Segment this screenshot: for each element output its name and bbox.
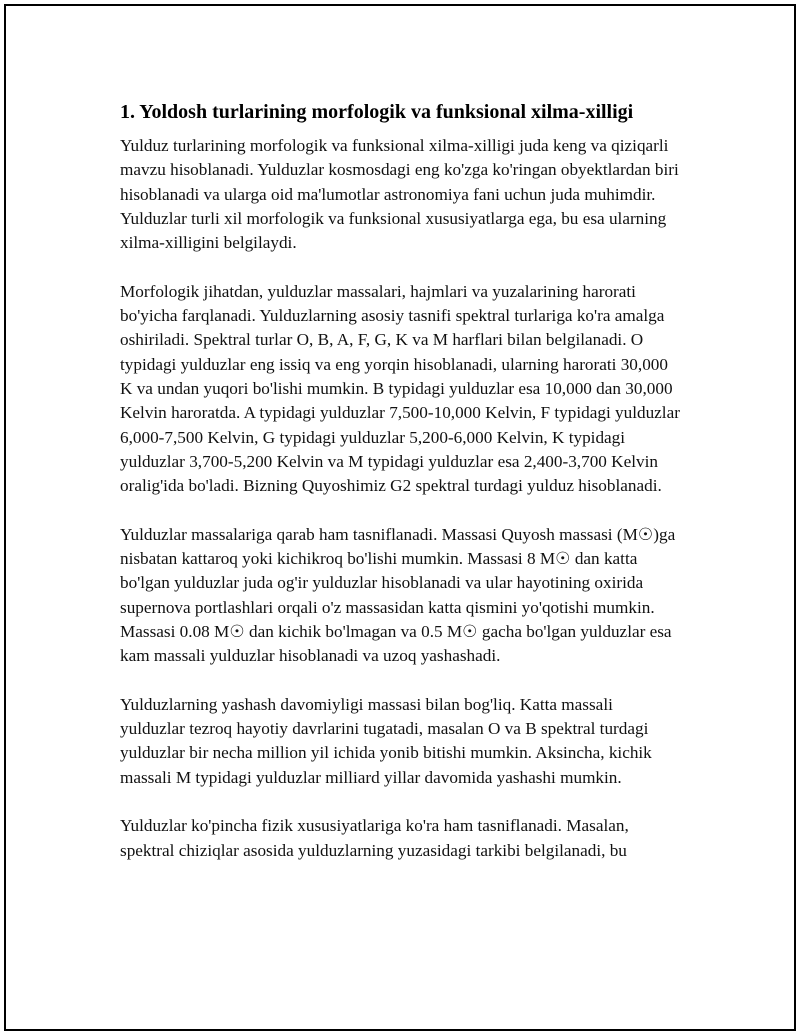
paragraph-morphology: Morfologik jihatdan, yulduzlar massalari, hajmlari va yuzalarining harorati bo'yicha farqlanadi. Yulduzlarning asosiy tasnifi spektral turlariga ko'ra amalga oshiriladi. Spektral turlar O, B, A, F, G, K va M harflari bilan belgilanadi. O typidagi yulduzlar eng issiq va eng yorqin hisoblanadi, ularning harorati 30,000 K va undan yuqori bo'lishi mumkin. B typidagi yulduzlar esa 10,000 dan 30,000 Kelvin haroratda. A typidagi yulduzlar 7,500-10,000 Kelvin, F typidagi yulduzlar 6,000-7,500 Kelvin, G typidagi yulduzlar 5,200-6,000 Kelvin, K typidagi yulduzlar 3,700-5,200 Kelvin va M typidagi yulduzlar esa 2,400-3,700 Kelvin oralig'ida bo'ladi. Bizning Quyoshimiz G2 spektral turdagi yulduz hisoblanadi. xyxy=(120,281,680,496)
document-body xyxy=(120,98,680,887)
page-frame xyxy=(4,4,796,1031)
paragraph-physical: Yulduzlar ko'pincha fizik xususiyatlariga ko'ra ham tasniflanadi. Masalan, spektral chiziqlar asosida yulduzlarning yuzasidagi tarkibi belgilanadi, bu xyxy=(120,816,629,860)
paragraph-intro: Yulduz turlarining morfologik va funksional xilma-xilligi juda keng va qiziqarli mavzu hisoblanadi. Yulduzlar kosmosdagi eng ko'zga ko'ringan obyektlardan biri hisoblanadi va ularga oid ma'lumotlar astronomiya fani uchun juda muhimdir. Yulduzlar turli xil morfologik va funksional xususiyatlarga ega, bu esa ularning xilma-xilligini belgilaydi. xyxy=(120,136,679,253)
paragraph-mass: Yulduzlar massalariga qarab ham tasniflanadi. Massasi Quyosh massasi (M☉)ga nisbatan kattaroq yoki kichikroq bo'lishi mumkin. Massasi 8 M☉ dan katta bo'lgan yulduzlar juda og'ir yulduzlar hisoblanadi va ular hayotining oxirida supernova portlashlari orqali o'z massasidan katta qismini yo'qotishi mumkin. Massasi 0.08 M☉ dan kichik bo'lmagan va 0.5 M☉ gacha bo'lgan yulduzlar esa kam massali yulduzlar hisoblanadi va uzoq yashashadi. xyxy=(120,524,676,666)
paragraph-lifetime: Yulduzlarning yashash davomiyligi massasi bilan bog'liq. Katta massali yulduzlar tezroq hayotiy davrlarini tugatadi, masalan O va B spektral turdagi yulduzlar bir necha million yil ichida yonib bitishi mumkin. Aksincha, kichik massali M typidagi yulduzlar milliard yillar davomida yashashi mumkin. xyxy=(120,694,652,787)
document-title: 1. Yoldosh turlarining morfologik va funksional xilma-xilligi xyxy=(120,101,634,123)
